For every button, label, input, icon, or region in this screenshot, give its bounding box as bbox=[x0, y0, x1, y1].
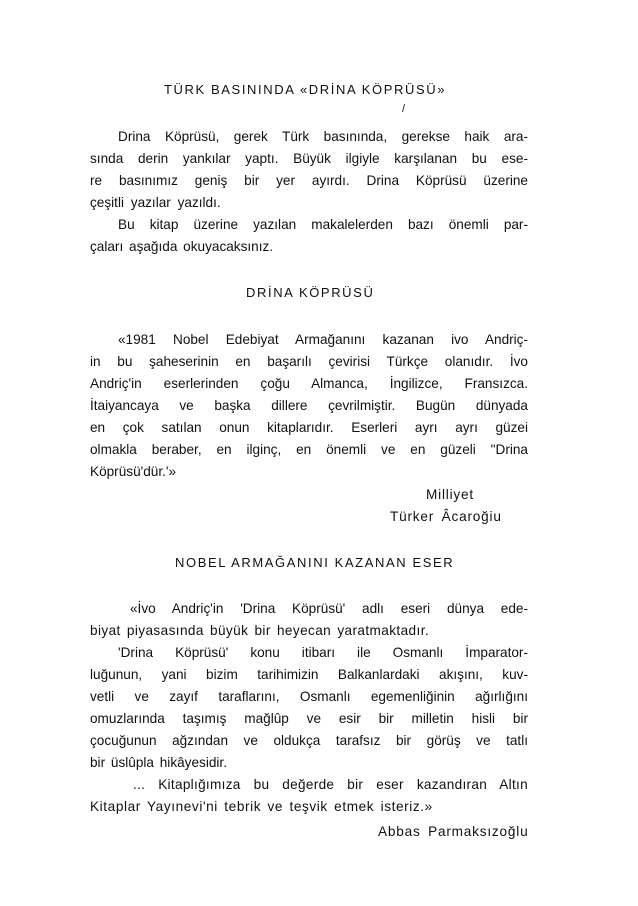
stray-mark: / bbox=[402, 103, 406, 115]
text-line: çocuğunun ağzından ve oldukça tarafsız bir görüş ve tatlı bbox=[90, 733, 528, 748]
author-name: Türker Âcaroğiu bbox=[390, 509, 502, 524]
section-heading-drina-koprusu: DRİNA KÖPRÜSÜ bbox=[246, 285, 375, 300]
text-line: «İvo Andriç'in 'Drina Köprüsü' adlı eseri dünya ede- bbox=[130, 601, 528, 616]
text-line: çaları aşağıda okuyacaksınız. bbox=[90, 239, 274, 254]
text-line: vetli ve zayıf taraflarını, Osmanlı egemenliğinin ağırlığını bbox=[90, 689, 528, 704]
text-line: Bu kitap üzerine yazılan makalelerden bazı önemli par- bbox=[118, 217, 528, 232]
text-line: luğunun, yani bizim tarihimizin Balkanlardaki akışını, kuv- bbox=[90, 667, 528, 682]
text-line: Kitaplar Yayınevi'ni tebrik ve teşvik etmek isteriz.» bbox=[90, 799, 433, 814]
text-line: 'Drina Köprüsü' konu itibarı ile Osmanlı İmparator- bbox=[118, 645, 528, 660]
text-line: bir üslûpla hikâyesidir. bbox=[90, 755, 227, 770]
source-name: Milliyet bbox=[426, 487, 474, 502]
quote-line: in bu şaheserinin en başarılı çevirisi Türkçe olanıdır. İvo bbox=[90, 354, 528, 369]
section-heading-nobel-armagani: NOBEL ARMAĞANINI KAZANAN ESER bbox=[175, 555, 455, 570]
quote-line: olmakla beraber, en ilginç, en önemli ve en güzeli "Drina bbox=[90, 442, 528, 457]
text-line: re basınımız geniş bir yer ayırdı. Drina Köprüsü üzerine bbox=[90, 173, 528, 188]
text-line: omuzlarında taşımış mağlûp ve esir bir milletin hisli bir bbox=[90, 711, 528, 726]
text-line: sında derin yankılar yaptı. Büyük ilgiyle karşılanan bu ese- bbox=[90, 151, 528, 166]
quote-line: en çok satılan onun kitaplarıdır. Eserleri ayrı ayrı güzei bbox=[90, 420, 528, 435]
quote-line: İtaiyancaya ve başka dillere çevrilmiştir. Bugün dünyada bbox=[90, 398, 528, 413]
quote-line: Köprüsü'dür.'» bbox=[90, 464, 177, 479]
author-name: Abbas Parmaksızoğlu bbox=[378, 824, 529, 839]
quote-line: «1981 Nobel Edebiyat Armağanını kazanan ivo Andriç- bbox=[118, 332, 528, 347]
text-line: biyat piyasasında büyük bir heyecan yaratmaktadır. bbox=[90, 623, 430, 638]
text-line: çeşitli yazılar yazıldı. bbox=[90, 195, 221, 210]
text-line: ... Kitaplığımıza bu değerde bir eser kazandıran Altın bbox=[133, 777, 528, 792]
quote-line: Andriç'in eserlerinden çoğu Almanca, İngilizce, Fransızca. bbox=[90, 376, 528, 391]
text-line: Drina Köprüsü, gerek Türk basınında, gerekse haik ara- bbox=[118, 129, 528, 144]
section-heading-turk-basininda: TÜRK BASININDA «DRİNA KÖPRÜSÜ» bbox=[164, 82, 447, 97]
